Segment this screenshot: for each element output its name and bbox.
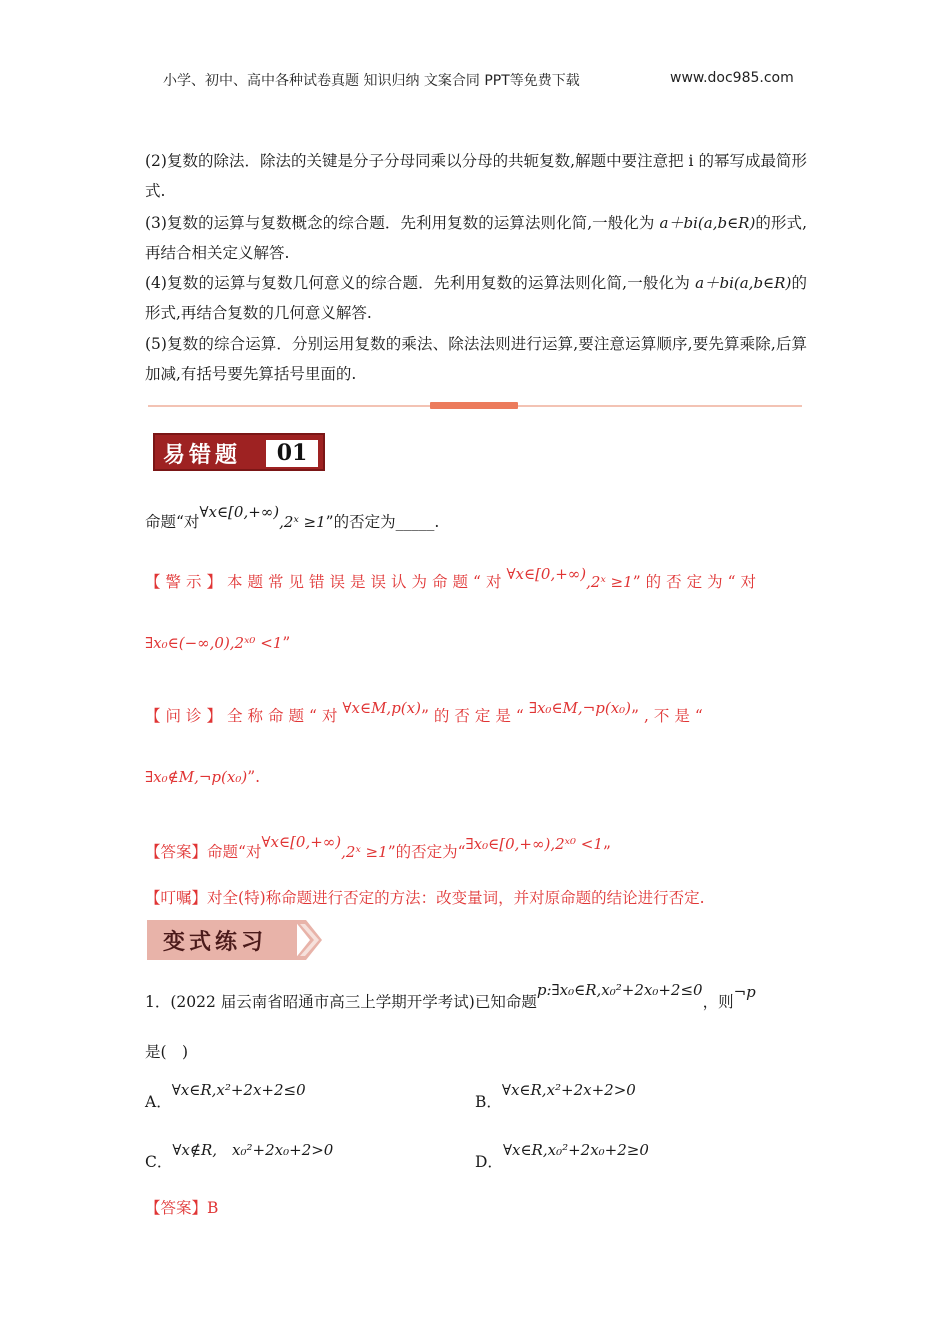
intro-paragraph-3 <box>145 208 807 268</box>
intro-paragraph-4 <box>145 268 807 328</box>
option-b-math: ∀x∈R,x²+2x+2>0 <box>501 1081 636 1099</box>
section-banner-error-prone <box>153 433 325 471</box>
section-banner2-label: 变式练习 <box>163 930 268 955</box>
answer-math-3: ∃x₀∈[0,+∞),2ˣ⁰ <1 <box>465 835 603 853</box>
exercise-answer-value: B <box>207 1199 219 1217</box>
reminder-tag: 【叮嘱】 <box>145 889 208 907</box>
reminder-text: 对全(特)称命题进行否定的方法：改变量词，并对原命题的结论进行否定. <box>207 889 705 907</box>
diagnosis-line-2 <box>145 768 260 786</box>
warning-text-b: ”的否定为“对 <box>632 573 762 591</box>
warning-math-1: ∀x∈[0,+∞) <box>506 565 587 583</box>
option-c-key: C． <box>145 1153 173 1171</box>
diagnosis-text-b: ”的否定是“ <box>420 707 529 725</box>
exercise-answer-line <box>145 1196 218 1218</box>
diagnosis-text-c: ”,不是“ <box>631 707 708 725</box>
option-c[interactable] <box>145 1138 334 1171</box>
warning-math-2: ,2ˣ ≥1 <box>586 573 633 591</box>
p3-text-a: (3)复数的运算与复数概念的综合题．先利用复数的运算法则化简,一般化为 <box>145 214 660 232</box>
answer-text-b: ”的否定为“ <box>387 843 466 861</box>
exercise-stem-line-2: 是( ) <box>145 1043 189 1061</box>
option-b-key: B． <box>475 1093 502 1111</box>
exercise-stem-negation: ¬p <box>733 983 756 1001</box>
diagnosis-line2-end: ”. <box>247 768 261 786</box>
chevron-right-icon <box>294 920 324 960</box>
answer-text-a: 命题“对 <box>207 843 262 861</box>
exercise-answer-tag: 【答案】 <box>145 1199 208 1217</box>
diagnosis-text-a: 全称命题“对 <box>227 707 343 725</box>
option-d[interactable] <box>475 1138 649 1171</box>
warning-math-3: ∃x₀∈(−∞,0),2ˣ⁰ <1 <box>145 634 283 652</box>
question-math-inequality: ,2ˣ ≥1 <box>279 513 326 531</box>
section-banner-number: 01 <box>266 440 318 467</box>
exercise-stem-line-1 <box>145 981 756 1012</box>
warning-text-a: 本题常见错误是误认为命题“对 <box>227 573 507 591</box>
exercise-stem-text-a: 1．(2022 届云南省昭通市高三上学期开学考试)已知命题 <box>145 993 537 1011</box>
p4-text-b: 的形式,再结合复数的几何意义解答. <box>145 274 807 322</box>
question-math-domain: ∀x∈[0,+∞) <box>199 503 280 521</box>
question-line <box>145 503 440 532</box>
warning-line-1 <box>145 565 762 592</box>
p3-math: a＋bi(a,b∈R) <box>659 214 756 232</box>
section-banner-variant-practice <box>147 920 297 960</box>
answer-math-1: ∀x∈[0,+∞) <box>261 833 342 851</box>
answer-end: ” <box>602 843 611 861</box>
option-d-math: ∀x∈R,x₀²+2x₀+2≥0 <box>502 1141 649 1159</box>
p3-text-b: 的形式,再结合相关定义解答. <box>145 214 808 262</box>
answer-tag: 【答案】 <box>145 843 208 861</box>
answer-line <box>145 833 611 862</box>
header-url[interactable]: www.doc985.com <box>670 70 794 86</box>
intro-paragraph-2: (2)复数的除法．除法的关键是分子分母同乘以分母的共轭复数,解题中要注意把 i 的幂写成最简形式. <box>145 152 807 200</box>
exercise-stem-math: p:∃x₀∈R,x₀²+2x₀+2≤0 <box>536 981 703 999</box>
header-title: 小学、初中、高中各种试卷真题 知识归纳 文案合同 PPT等免费下载 <box>163 73 580 89</box>
page-header <box>0 70 950 90</box>
p4-math: a＋bi(a,b∈R) <box>695 274 792 292</box>
warning-tag: 【警示】 <box>145 573 228 591</box>
diagnosis-line-1 <box>145 699 708 726</box>
diagnosis-math-3: ∃x₀∉M,¬p(x₀) <box>145 768 248 786</box>
diagnosis-math-1: ∀x∈M,p(x) <box>342 699 421 717</box>
option-a-key: A． <box>145 1093 172 1111</box>
exercise-stem-text-b: ，则 <box>702 993 734 1011</box>
reminder-line <box>145 886 705 908</box>
answer-math-2: ,2ˣ ≥1 <box>341 843 388 861</box>
question-suffix: ”的否定为_____. <box>325 513 440 531</box>
option-a[interactable] <box>145 1078 306 1111</box>
option-b[interactable] <box>475 1078 636 1111</box>
p4-text-a: (4)复数的运算与复数几何意义的综合题．先利用复数的运算法则化简,一般化为 <box>145 274 696 292</box>
section-banner-label: 易错题 <box>163 443 242 468</box>
option-c-math: ∀x∉R, x₀²+2x₀+2>0 <box>172 1141 334 1159</box>
diagnosis-math-2: ∃x₀∈M,¬p(x₀) <box>528 699 632 717</box>
question-prefix: 命题“对 <box>145 513 200 531</box>
warning-line-2 <box>145 634 290 652</box>
option-d-key: D． <box>475 1153 503 1171</box>
diagnosis-tag: 【问诊】 <box>145 707 228 725</box>
warning-line2-end: ” <box>282 634 291 652</box>
section-divider-accent <box>430 402 518 409</box>
intro-paragraph-5: (5)复数的综合运算．分别运用复数的乘法、除法法则进行运算,要注意运算顺序,要先算乘除,后算加减,有括号要先算括号里面的. <box>145 335 807 383</box>
option-a-math: ∀x∈R,x²+2x+2≤0 <box>171 1081 306 1099</box>
